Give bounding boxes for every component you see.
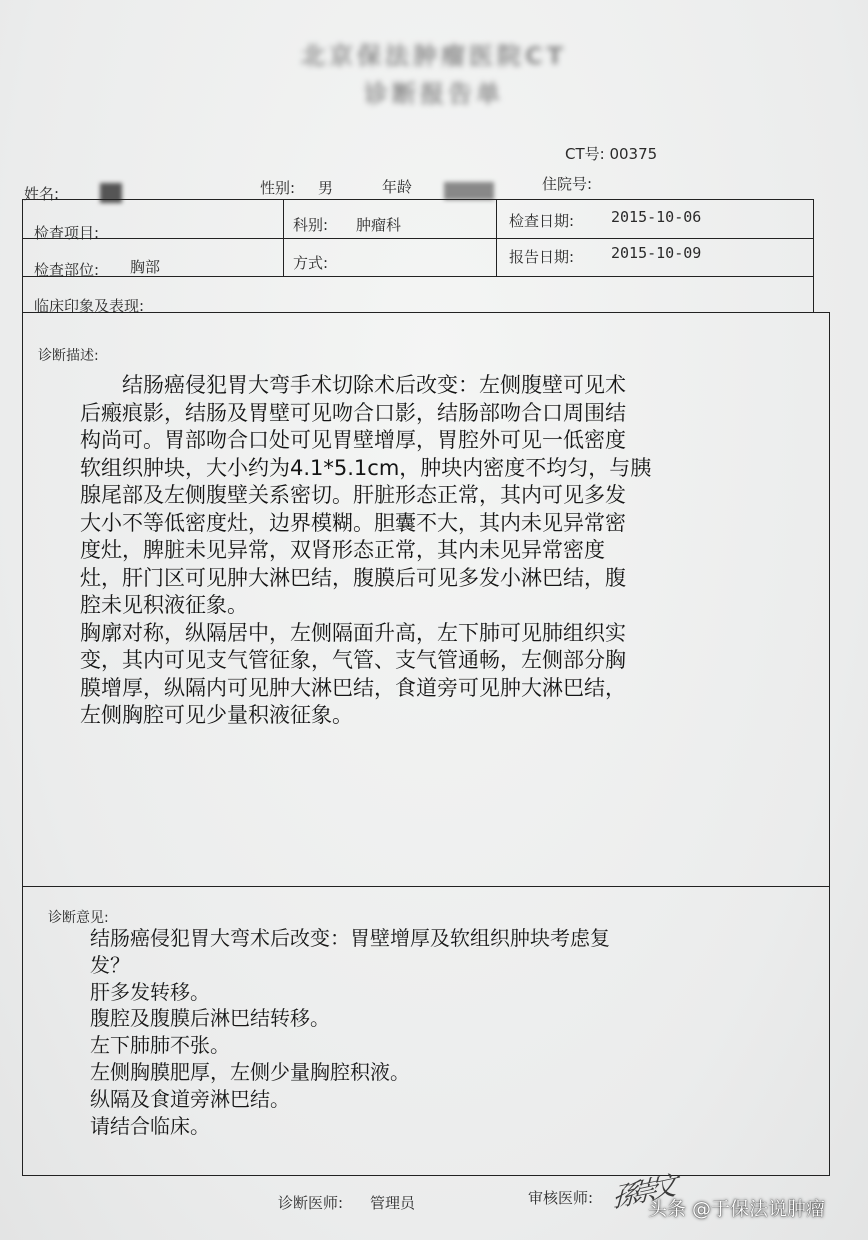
department-value: 肿瘤科 bbox=[356, 216, 402, 234]
description-line: 左侧胸腔可见少量积液征象。 bbox=[80, 703, 353, 727]
description-label: 诊断描述: bbox=[38, 348, 99, 364]
description-line: 灶，肝门区可见肿大淋巴结，腹膜后可见多发小淋巴结，腹 bbox=[80, 565, 626, 590]
exam-site-value: 胸部 bbox=[130, 258, 161, 276]
opinion-divider bbox=[22, 886, 830, 887]
report-date-label: 报告日期: bbox=[509, 248, 575, 266]
clinical-label: 临床印象及表现: bbox=[34, 297, 145, 315]
reviewer-signature: 孫崇文 bbox=[611, 1171, 673, 1215]
method-label: 方式: bbox=[293, 254, 329, 272]
description-line: 腺尾部及左侧腹壁关系密切。肝脏形态正常，其内可见多发 bbox=[80, 483, 626, 507]
description-line: 度灶，脾脏未见异常，双肾形态正常，其内未见异常密度 bbox=[80, 538, 605, 562]
description-line: 构尚可。胃部吻合口处可见胃壁增厚，胃腔外可见一低密度 bbox=[80, 428, 626, 452]
description-line: 变，其内可见支气管征象，气管、支气管通畅，左侧部分胸 bbox=[80, 648, 626, 672]
exam-date-value: 2015-10-06 bbox=[611, 208, 702, 226]
description-text bbox=[80, 372, 651, 730]
report-title: 诊断报告单 bbox=[364, 80, 504, 108]
opinion-line: 腹腔及腹膜后淋巴结转移。 bbox=[90, 1006, 330, 1031]
opinion-line: 左下肺肺不张。 bbox=[90, 1033, 230, 1058]
opinion-line: 肝多发转移。 bbox=[90, 979, 210, 1004]
opinion-line: 纵隔及食道旁淋巴结。 bbox=[90, 1086, 290, 1111]
description-line: 腔未见积液征象。 bbox=[80, 593, 248, 617]
department-label: 科别: bbox=[293, 216, 329, 234]
hospital-title: 北京保法肿瘤医院CT bbox=[301, 42, 567, 70]
source-watermark: 头条 @于保法说肿瘤 bbox=[648, 1198, 826, 1220]
info-col-divider-2 bbox=[496, 199, 497, 277]
exam-date-label: 检查日期: bbox=[509, 212, 575, 230]
name-label: 姓名: bbox=[24, 185, 60, 203]
opinion-text bbox=[90, 925, 610, 1139]
description-line: 结肠癌侵犯胃大弯手术切除术后改变：左侧腹壁可见术 bbox=[80, 373, 626, 397]
inpatient-label: 住院号: bbox=[542, 175, 593, 193]
age-label: 年龄 bbox=[382, 178, 413, 196]
exam-item-label: 检查项目: bbox=[34, 224, 100, 242]
opinion-line: 发？ bbox=[90, 952, 130, 977]
opinion-label: 诊断意见: bbox=[48, 910, 109, 926]
description-line: 软组织肿块，大小约为4.1*5.1cm，肿块内密度不均匀，与胰 bbox=[80, 455, 652, 480]
description-line: 膜增厚，纵隔内可见肿大淋巴结，食道旁可见肿大淋巴结， bbox=[80, 675, 626, 700]
gender-label: 性别: bbox=[260, 179, 296, 197]
doctor-value: 管理员 bbox=[370, 1194, 416, 1212]
opinion-line: 左侧胸膜肥厚，左侧少量胸腔积液。 bbox=[90, 1059, 410, 1084]
info-col-divider-1 bbox=[283, 199, 284, 277]
ct-number: CT号: 00375 bbox=[565, 145, 658, 163]
exam-site-label: 检查部位: bbox=[34, 261, 100, 279]
doctor-label: 诊断医师: bbox=[278, 1194, 344, 1212]
description-line: 后瘢痕影，结肠及胃壁可见吻合口影，结肠部吻合口周围结 bbox=[80, 400, 626, 425]
opinion-line: 结肠癌侵犯胃大弯术后改变：胃壁增厚及软组织肿块考虑复 bbox=[90, 926, 610, 950]
gender-value: 男 bbox=[318, 179, 334, 197]
reviewer-label: 审核医师: bbox=[528, 1189, 594, 1207]
opinion-line: 请结合临床。 bbox=[90, 1113, 210, 1138]
report-date-value: 2015-10-09 bbox=[611, 244, 702, 262]
redacted-age bbox=[444, 182, 494, 200]
description-line: 胸廓对称，纵隔居中，左侧隔面升高，左下肺可见肺组织实 bbox=[80, 620, 626, 645]
description-line: 大小不等低密度灶，边界模糊。胆囊不大，其内未见异常密 bbox=[80, 510, 626, 535]
info-row-divider-1 bbox=[22, 238, 814, 239]
